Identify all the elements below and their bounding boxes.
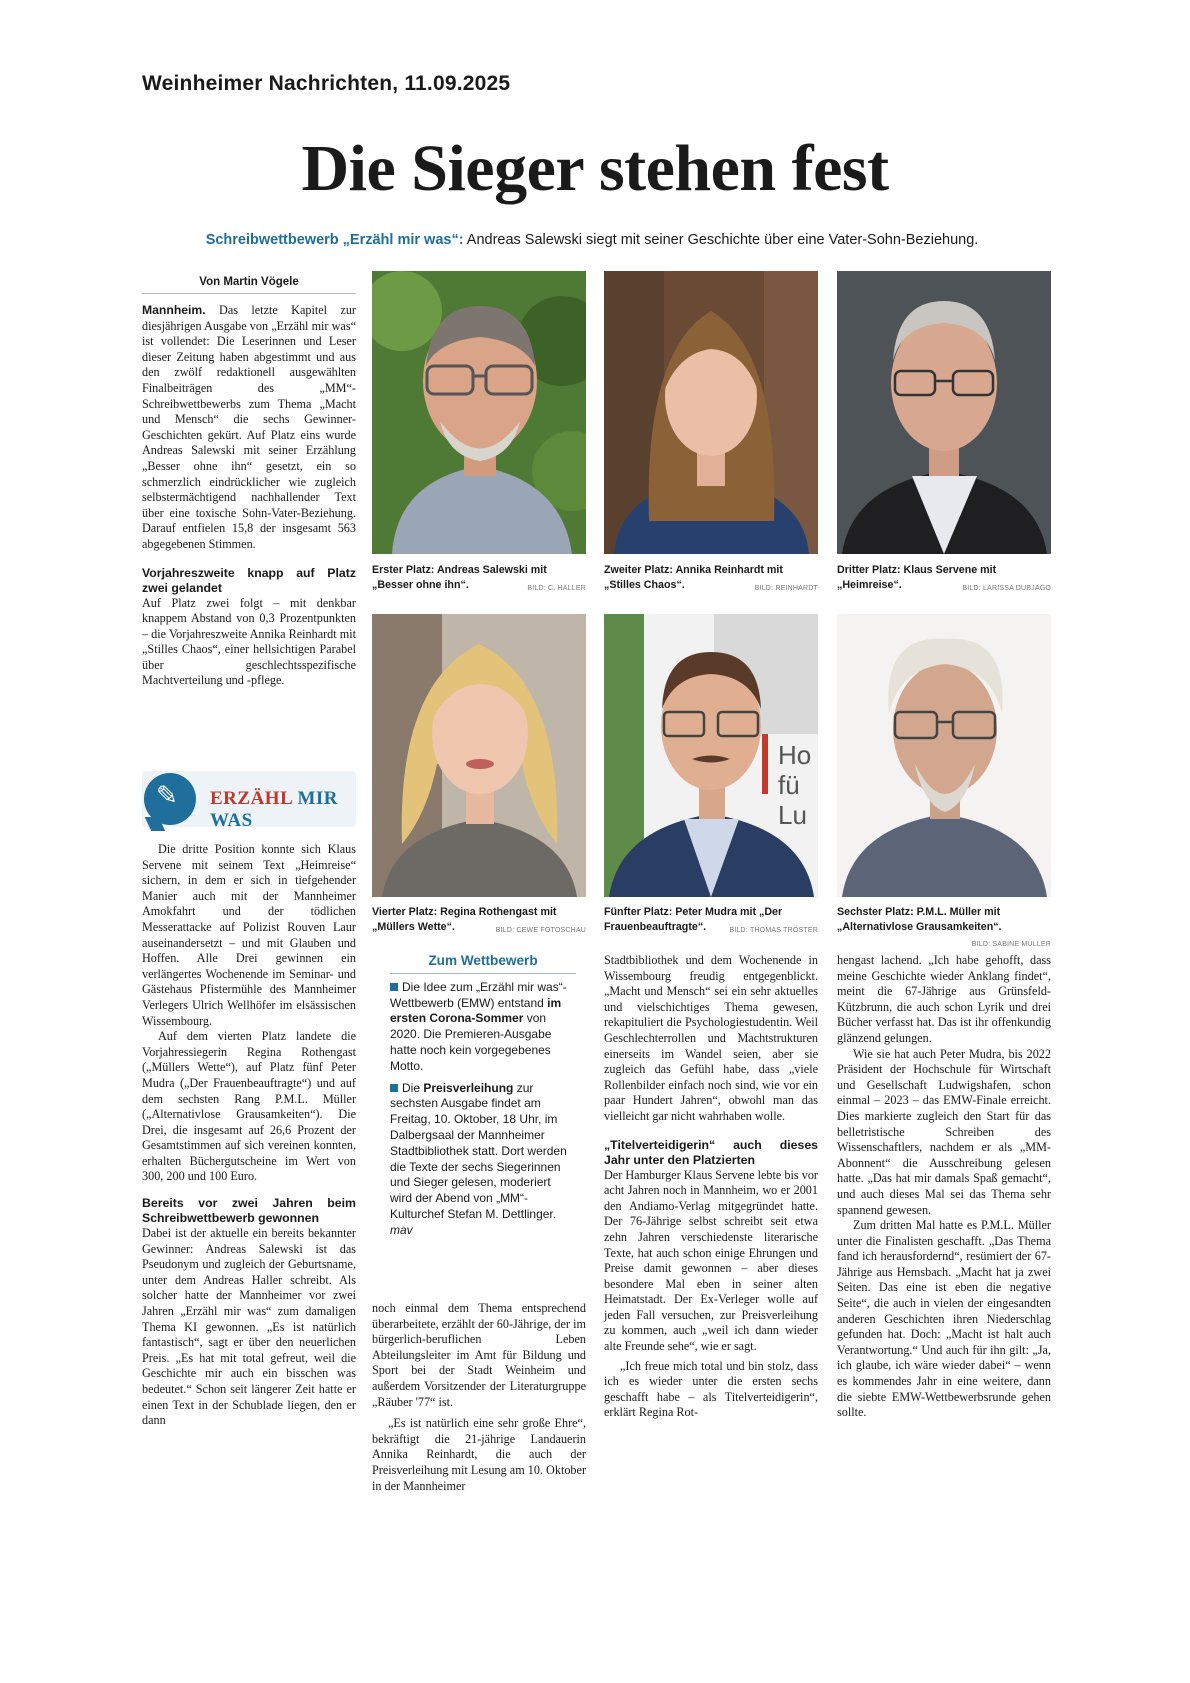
sign-text-line-1: Ho <box>778 740 812 770</box>
sign-text-line-3: Lu <box>778 800 807 830</box>
info-item-2: Die Preisverleihung zur sechsten Ausgabe findet am Freitag, 10. Oktober, 18 Uhr, im Dalbergsaal der Mannheimer Stadtbibliothek statt. Dort werden die Texte der sechs Siegerinnen und Sieger gelesen, moderiert wird der Abend von „MM“-Kulturchef Stefan M. Dettlinger. mav <box>390 1080 567 1237</box>
info-box-title: Zum Wettbewerb <box>390 953 576 974</box>
credit-6: BILD: SABINE MÜLLER <box>971 941 1051 948</box>
subline-text: Andreas Salewski siegt mit seiner Geschichte über eine Vater-Sohn-Beziehung. <box>463 232 979 248</box>
paragraph-2: Auf Platz zwei folgt – mit denkbar knappem Abstand von 0,3 Prozentpunkten – die Vorjahreszweite Annika Reinhardt mit „Stilles Chaos“, einer hellsichtigen Parabel über geschlechtsspezifische Machtverteilung und -pflege. <box>142 595 356 688</box>
col2-paragraph-2: „Es ist natürlich eine sehr große Ehre“, bekräftigt die 21-jährige Landauerin Annika Reinhardt, die auch der Preisverleihung mit Lesung am 10. Oktober in der Mannheimer <box>372 1416 586 1493</box>
caption-5: Fünfter Platz: Peter Mudra mit „Der Frauenbeauftragte“. BILD: THOMAS TRÖSTER <box>604 905 818 938</box>
photo-klaus-servene <box>837 271 1051 554</box>
credit-2: BILD: REINHARDT <box>754 584 818 592</box>
column-1-top <box>142 303 356 689</box>
credit-4: BILD: CEWE FOTOSCHAU <box>495 926 586 934</box>
subheading-3: „Titelverteidigerin“ auch dieses Jahr unter den Platzierten <box>604 1137 818 1167</box>
info-box-zum-wettbewerb <box>390 953 576 1245</box>
photo-peter-mudra <box>604 614 818 897</box>
col4-paragraph-1: hengast lachend. „Ich habe gehofft, dass meine Geschichte wieder Anklang findet“, meint die 67-Jährige aus Grünsfeld-Kützbrunn, die auch schon Lyrik und drei Bücher verfasst hat. Das ist ihr offenkundig glänzend gelungen. <box>837 953 1051 1045</box>
bullet-square-icon <box>390 1084 398 1092</box>
paragraph-3: Die dritte Position konnte sich Klaus Servene mit seinem Text „Heimreise“ sichern, in dem er sich in tiefgehender Manier auch mit der Mannheimer Amokfahrt und der tödlichen Messerattacke auf Polizist Rouven Laur auseinandersetzt – und mit Glauben und Hoffen. Alle Drei gewinnen ein verlängertes Wochenende im Seminar- und Gästehaus Pfistermühle des Mannheimer Verlegers Ulrich Wellhöfer im elsässischen Wissembourg. <box>142 842 356 1028</box>
caption-6: Sechster Platz: P.M.L. Müller mit „Alternativlose Grausamkeiten“. BILD: SABINE MÜLLER <box>837 905 1051 953</box>
col4-paragraph-3: Zum dritten Mal hatte es P.M.L. Müller unter die Finalisten geschafft. „Das Thema fand ich herausfordernd“, resümiert der 67-Jährige aus Hemsbach. „Macht hat ja zwei Seiten. Das eine ist eben die negative Seite“, die auch in vielen der eingesandten anderen Geschichten ihren Niederschlag gefunden hat. Doch: „Macht ist halt auch Verantwortung.“ Und auch für ihn gilt: „Ja, ich glaube, ich wäre wieder dabei“ – wenn es kommendes Jahr in eine weitere, dann die siebte EMW-Wettbewerbsrunde gehen sollte. <box>837 1218 1051 1420</box>
caption-2: Zweiter Platz: Annika Reinhardt mit „Stilles Chaos“. BILD: REINHARDT <box>604 563 818 596</box>
col3-paragraph-2: Der Hamburger Klaus Servene lebte bis vor acht Jahren noch in Mannheim, wo er 2001 den Andiamo-Verlag mitgegründet hatte. Der 76-Jährige selbst schreibt seit etwa zehn Jahren verschiedenste literarische Texte, hat auch schon einige Ehrungen und Preise damit gewonnen – aber dieses besondere Mal eben in seiner alten Heimatstadt. Der Ex-Verleger wolle auf jeden Fall versuchen, zur Preisverleihung zu kommen, auch „weil ich dann wieder alte Freunde sehe“, wie er sagt. <box>604 1167 818 1354</box>
credit-5: BILD: THOMAS TRÖSTER <box>729 926 818 934</box>
badge-logo-text: ERZÄHL MIR WAS <box>210 788 339 831</box>
photo-regina-rothengast <box>372 614 586 897</box>
pen-icon: ✎ <box>156 781 178 811</box>
source-line: Weinheimer Nachrichten, 11.09.2025 <box>142 72 511 95</box>
column-3 <box>604 953 818 1421</box>
subheading-2: Bereits vor zwei Jahren beim Schreibwettbewerb gewonnen <box>142 1196 356 1226</box>
sign-text-line-2: fü <box>778 770 800 800</box>
subline <box>142 232 1042 248</box>
paragraph-4: Auf dem vierten Platz landete die Vorjahressiegerin Regina Rothengast („Müllers Wette“), auf Platz fünf Peter Mudra („Der Frauenbeauftragte“) und auf dem sechsten Rang P.M.L. Müller („Alternativlose Grausamkeiten“). Die Drei, die insgesamt auf 26,6 Prozent der Gesamtstimmen auf sich vereinen konnten, erhalten Büchergutscheine im Wert von 300, 200 und 100 Euro. <box>142 1029 356 1184</box>
credit-3: BILD: LARISSA DUBJAGO <box>962 584 1051 592</box>
paragraph-5: Dabei ist der aktuelle ein bereits bekannter Gewinner: Andreas Salewski ist das Pseudonym und zugleich der Geburtsname, unter dem Andreas Haller schreibt. Als solcher hatte der Mannheimer vor zwei Jahren „Erzähl mir was“ zum damaligen Thema KI gewonnen. „Es ist natürlich fantastisch“, sagt er über den neuerlichen Preis. „Es hat mit total gefreut, weil die Geschichte mir auch ein bisschen was bedeutet.“ Schon seit längerer Zeit hatte er einen Text in der Schublade liegen, den er dann <box>142 1226 356 1428</box>
subline-kicker: Schreibwettbewerb „Erzähl mir was“: <box>205 232 464 248</box>
caption-1: Erster Platz: Andreas Salewski mit „Besser ohne ihn“. BILD: C. HALLER <box>372 563 586 596</box>
caption-4: Vierter Platz: Regina Rothengast mit „Müllers Wette“. BILD: CEWE FOTOSCHAU <box>372 905 586 938</box>
subheading-1: Vorjahreszweite knapp auf Platz zwei gelandet <box>142 565 356 595</box>
photo-andreas-salewski <box>372 271 586 554</box>
photo-pml-mueller <box>837 614 1051 897</box>
col4-paragraph-2: Wie sie hat auch Peter Mudra, bis 2022 Präsident der Hochschule für Wirtschaft und Gesellschaft Ludwigshafen, schon einmal – 2023 – das EMW-Finale erreicht. Dies markierte zugleich den Start für das belletristische Schreiben des Wissenschaftlers, nachdem er als „MM-Abonnent“ die Ausschreibung gelesen hatte. „Das hat mir damals Spaß gemacht“, und auch dieses Mal sei das Thema sehr spannend gewesen. <box>837 1046 1051 1217</box>
erzaehl-mir-was-badge <box>142 771 356 831</box>
info-item-1: Die Idee zum „Erzähl mir was“-Wettbewerb (EMW) entstand im ersten Corona-Sommer von 2020. Die Premieren-Ausgabe hatte noch kein vorgegebenes Motto. <box>390 979 567 1073</box>
headline: Die Sieger stehen fest <box>301 132 889 205</box>
column-4 <box>837 953 1051 1421</box>
column-2-bottom <box>372 1301 586 1494</box>
col3-paragraph-3: „Ich freue mich total und bin stolz, dass ich es wieder unter die ersten sechs geschafft habe – als Titelverteidigerin“, erklärt Regina Rot- <box>604 1358 818 1420</box>
col2-paragraph-1: noch einmal dem Thema entsprechend überarbeitete, erzählt der 60-Jährige, der im bürgerlich-beruflichen Leben Abteilungsleiter im Amt für Bildung und Sport bei der Stadt Weinheim und außerdem Vorsitzender der Literaturgruppe „Räuber '77“ ist. <box>372 1301 586 1409</box>
column-1-bottom <box>142 842 356 1429</box>
dateline: Mannheim. <box>142 303 206 317</box>
intro-paragraph: Das letzte Kapitel zur diesjährigen Ausgabe von „Erzähl mir was“ ist vollendet: Die Leserinnen und Leser dieser Zeitung haben abgestimmt und aus den zwölf redaktionell ausgewählten Finalbeiträgen des „MM“-Schreibwettbewerbs zum Thema „Macht und Mensch“ die sechs Gewinner-Geschichten gekürt. Auf Platz eins wurde Andreas Salewski mit seiner Erzählung „Besser ohne ihn“ gesetzt, ein so schmerzlich eindrücklicher wie zugleich selbstermächtigend nachhallender Text über eine toxische Sohn-Vater-Beziehung. Darauf entfielen 15,8 der insgesamt 563 abgegebenen Stimmen. <box>142 303 356 551</box>
caption-3: Dritter Platz: Klaus Servene mit „Heimreise“. BILD: LARISSA DUBJAGO <box>837 563 1051 596</box>
col3-paragraph-1: Stadtbibliothek und dem Wochenende in Wissembourg freudig entgegenblickt. „Macht und Mensch“ sei ein sehr aktuelles und vielschichtiges Thema gewesen, rekapituliert die Psychologiestudentin. Weil Geschlechterrollen und Machtstrukturen einerseits im Wandel seien, aber sie zugleich das Gefühl habe, dass „viele Rollenbilder einfach noch sind, wie vor ein paar Hundert Jahren“, obwohl man das vielleicht gar nicht wahrhaben wolle. <box>604 953 818 1123</box>
photo-annika-reinhardt <box>604 271 818 554</box>
credit-1: BILD: C. HALLER <box>527 584 586 592</box>
bullet-square-icon <box>390 983 398 991</box>
author-byline: Von Martin Vögele <box>142 276 356 294</box>
